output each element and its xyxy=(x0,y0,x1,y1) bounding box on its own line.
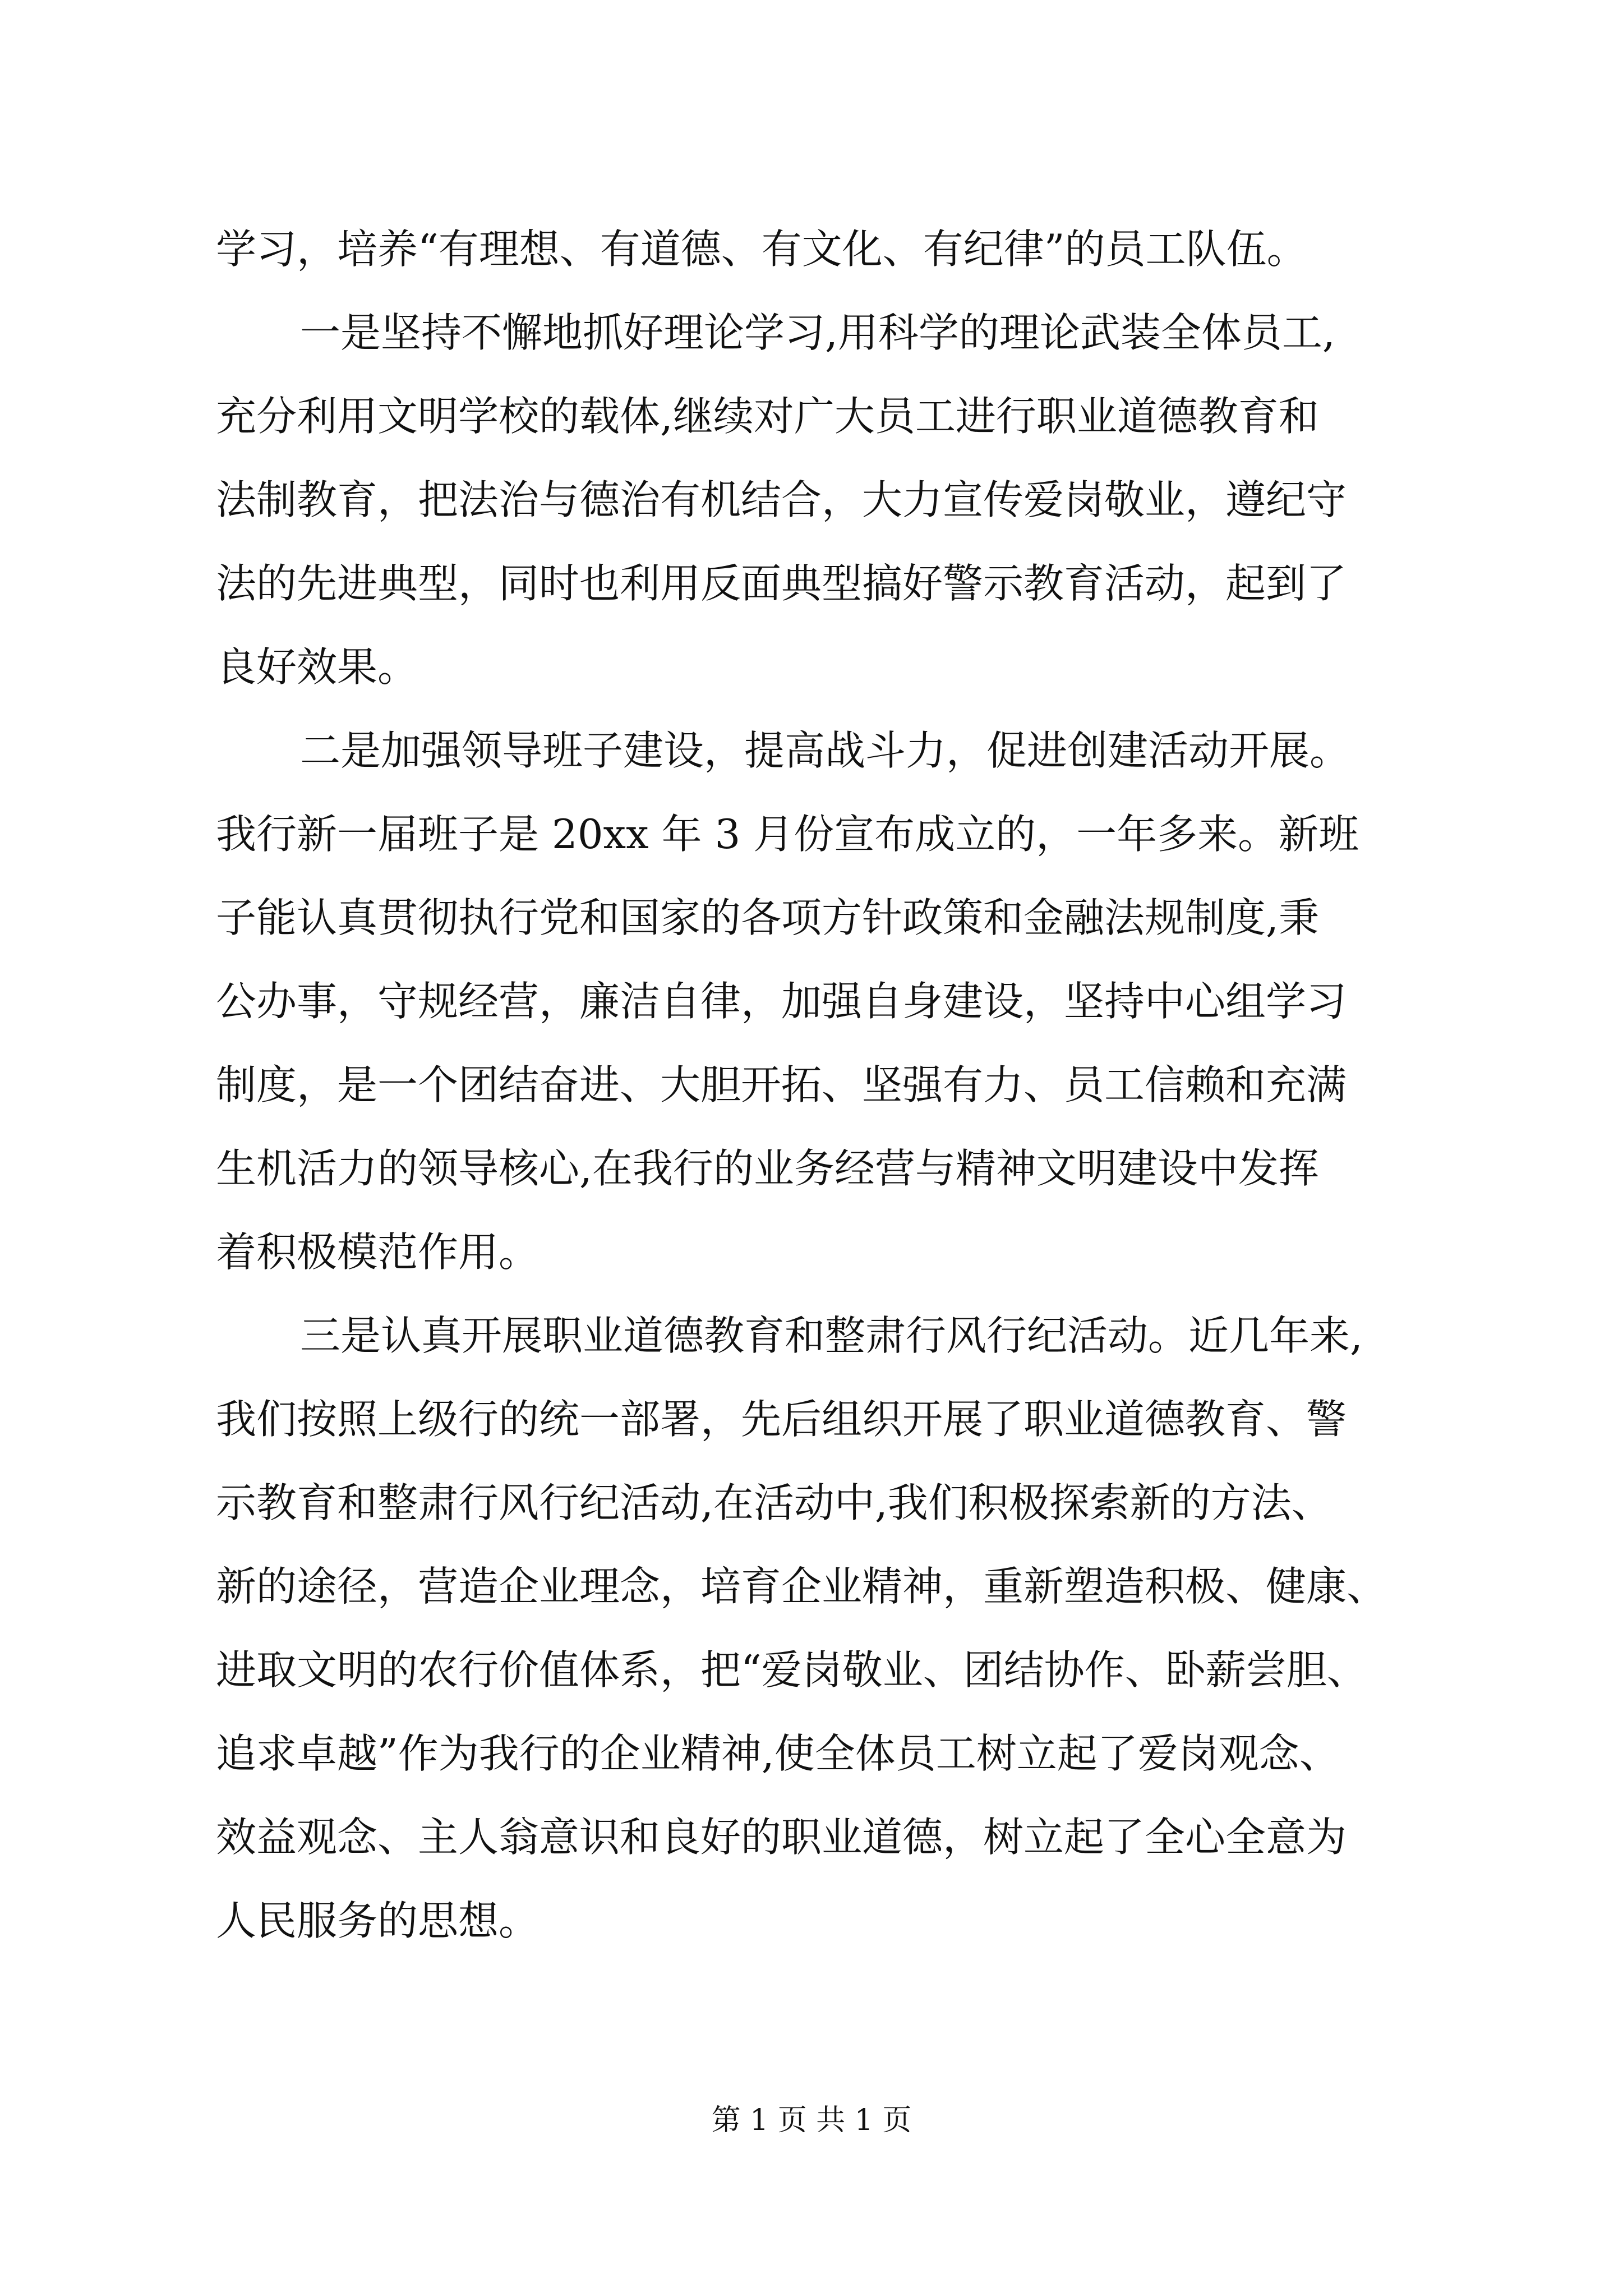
text-line: 我们按照上级行的统一部署，先后组织开展了职业道德教育、警 xyxy=(216,1396,1347,1443)
text-line: 良好效果。 xyxy=(216,643,418,691)
text-line: 人民服务的思想。 xyxy=(216,1897,540,1944)
text-line: 着积极模范作用。 xyxy=(216,1228,540,1276)
body-text xyxy=(216,208,1438,1963)
text-line: 新的途径，营造企业理念，培育企业精神，重新塑造积极、健康、 xyxy=(216,1563,1387,1610)
text-line: 进取文明的农行价值体系，把“爱岗敬业、团结协作、卧薪尝胆、 xyxy=(216,1646,1367,1694)
paragraph-first-line: 三是认真开展职业道德教育和整肃行风行纪活动。近几年来, xyxy=(300,1312,1363,1359)
text-line: 我行新一届班子是 20xx 年 3 月份宣布成立的，一年多来。新班 xyxy=(216,811,1359,858)
text-line: 制度，是一个团结奋进、大胆开拓、坚强有力、员工信赖和充满 xyxy=(216,1061,1347,1108)
text-line: 充分利用文明学校的载体,继续对广大员工进行职业道德教育和 xyxy=(216,393,1319,440)
text-line: 学习，培养“有理想、有道德、有文化、有纪律”的员工队伍。 xyxy=(216,226,1307,273)
paragraph-first-line: 一是坚持不懈地抓好理论学习,用科学的理论武装全体员工, xyxy=(300,309,1335,356)
text-line: 法制教育，把法治与德治有机结合，大力宣传爱岗敬业，遵纪守 xyxy=(216,476,1347,523)
text-line: 生机活力的领导核心,在我行的业务经营与精神文明建设中发挥 xyxy=(216,1145,1319,1192)
text-line: 追求卓越”作为我行的企业精神,使全体员工树立起了爱岗观念、 xyxy=(216,1730,1340,1777)
text-line: 公办事，守规经营，廉洁自律，加强自身建设，坚持中心组学习 xyxy=(216,978,1347,1025)
paragraph-first-line: 二是加强领导班子建设，提高战斗力，促进创建活动开展。 xyxy=(300,727,1350,774)
text-line: 示教育和整肃行风行纪活动,在活动中,我们积极探索新的方法、 xyxy=(216,1479,1332,1526)
text-line: 子能认真贯彻执行党和国家的各项方针政策和金融法规制度,秉 xyxy=(216,894,1319,941)
text-line: 效益观念、主人翁意识和良好的职业道德，树立起了全心全意为 xyxy=(216,1814,1347,1861)
text-line: 法的先进典型，同时也利用反面典型搞好警示教育活动，起到了 xyxy=(216,560,1347,607)
page-number-footer: 第 1 页 共 1 页 xyxy=(711,2104,912,2137)
